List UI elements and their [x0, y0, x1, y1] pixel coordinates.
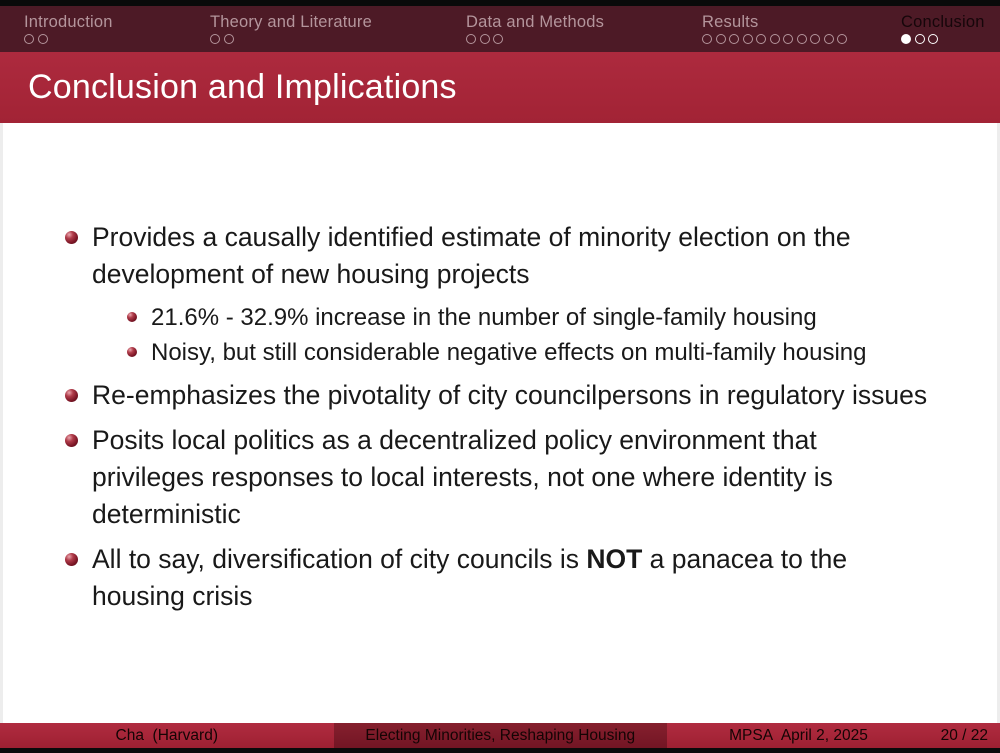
nav-slide-dots[interactable] — [702, 34, 851, 44]
nav-section-label[interactable]: Conclusion — [901, 13, 985, 31]
bullet-ball-icon — [65, 231, 78, 244]
bullet-item — [3, 541, 997, 615]
slide-title-bar — [0, 52, 1000, 123]
footer-short-title-segment — [334, 723, 668, 748]
nav-slide-dots[interactable] — [466, 34, 604, 44]
sub-bullet-item — [3, 336, 997, 369]
bullet-ball-icon — [127, 312, 137, 322]
footer-short-title: Electing Minorities, Reshaping Housing — [365, 726, 636, 744]
bullet-text-line: deterministic — [92, 499, 241, 529]
bullet-item — [3, 377, 997, 414]
bullet-ball-icon — [127, 347, 137, 357]
bullet-text-line: Provides a causally identified estimate of minority election on the — [92, 222, 851, 252]
section-navbar — [0, 6, 1000, 52]
bullet-ball-icon — [65, 553, 78, 566]
nav-slide-dots[interactable] — [210, 34, 372, 44]
page-number: 20 / 22 — [940, 726, 988, 744]
bullet-text-line: Re-emphasizes the pivotality of city councilpersons in regulatory issues — [92, 380, 928, 410]
footer-author-segment — [0, 723, 334, 748]
nav-section-theory-and-literature[interactable] — [210, 13, 372, 44]
bullet-text-line: 21.6% - 32.9% increase in the number of single-family housing — [151, 304, 817, 331]
bullet-text-line: Posits local politics as a decentralized policy environment that — [92, 425, 817, 455]
nav-section-label[interactable]: Introduction — [24, 13, 113, 31]
nav-section-label[interactable]: Results — [702, 13, 759, 31]
sub-bullet-item — [3, 301, 997, 334]
emphasis-not: NOT — [586, 544, 643, 574]
bullet-item — [3, 422, 997, 533]
bullet-text-line: development of new housing projects — [92, 259, 530, 289]
bullet-text-line: privileges responses to local interests, not one where identity is — [92, 462, 833, 492]
bullet-text-line: housing crisis — [92, 581, 253, 611]
footer-date-segment — [667, 723, 1000, 748]
nav-section-conclusion[interactable] — [901, 13, 985, 44]
nav-section-data-and-methods[interactable] — [466, 13, 604, 44]
bullet-text-line: Noisy, but still considerable negative effects on multi-family housing — [151, 339, 867, 366]
slide-title: Conclusion and Implications — [28, 68, 457, 106]
slide-body — [0, 123, 1000, 723]
nav-section-introduction[interactable] — [24, 13, 113, 44]
slide-frame — [0, 6, 1000, 748]
bullet-ball-icon — [65, 434, 78, 447]
nav-section-label[interactable]: Theory and Literature — [210, 13, 372, 31]
nav-section-label[interactable]: Data and Methods — [466, 13, 605, 31]
footer-bar — [0, 723, 1000, 748]
nav-slide-dots[interactable] — [24, 34, 113, 44]
nav-slide-dots[interactable] — [901, 34, 985, 44]
bullet-ball-icon — [65, 389, 78, 402]
footer-author: Cha (Harvard) — [115, 726, 218, 744]
footer-venue-date: MPSA April 2, 2025 — [729, 726, 868, 744]
nav-section-results[interactable] — [702, 13, 851, 44]
bullet-item — [3, 219, 997, 293]
bullet-text-line: All to say, diversification of city councils is NOT a panacea to the — [92, 544, 848, 574]
